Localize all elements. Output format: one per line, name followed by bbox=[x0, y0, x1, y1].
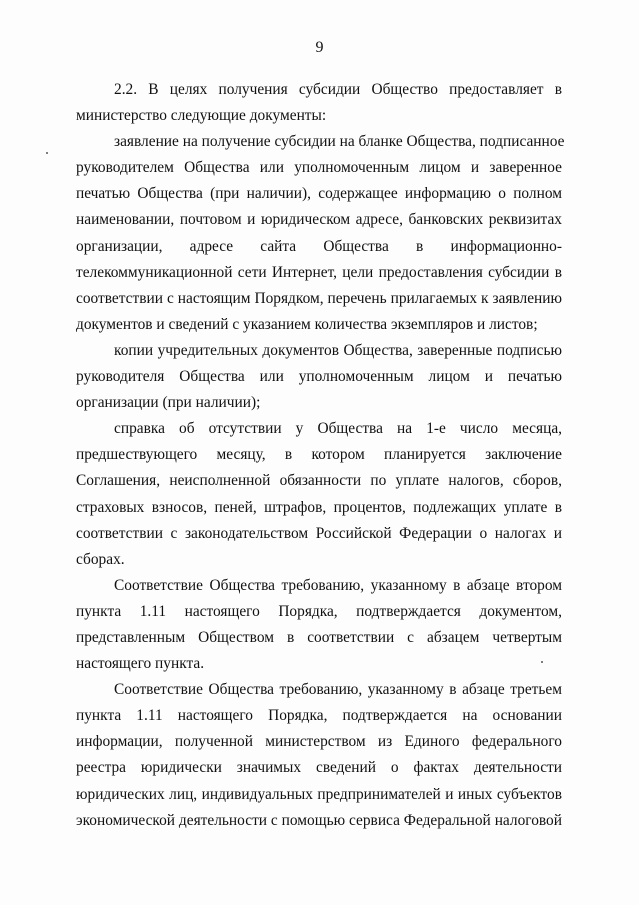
document-body bbox=[76, 77, 565, 834]
text-line: Соответствие Общества требованию, указанному в абзаце втором bbox=[114, 576, 562, 594]
text-line: реестра юридически значимых сведений о фактах деятельности bbox=[76, 759, 562, 777]
text-line: пункта 1.11 настоящего Порядка, подтверждается документом, bbox=[76, 602, 562, 620]
text-line: юридических лиц, индивидуальных предпринимателей и иных субъектов bbox=[76, 785, 562, 803]
paragraph bbox=[76, 129, 565, 338]
paragraph bbox=[76, 677, 562, 834]
page-number: 9 bbox=[315, 39, 324, 56]
text-line: документов и сведений с указанием количества экземпляров и листов; bbox=[76, 315, 538, 333]
scan-speck bbox=[46, 152, 48, 154]
paragraph bbox=[76, 338, 562, 416]
text-line: печатью Общества (при наличии), содержащее информацию о полном bbox=[76, 185, 562, 203]
text-line: информации, полученной министерством из Единого федерального bbox=[76, 733, 562, 751]
text-line: копии учредительных документов Общества, заверенные подписью bbox=[114, 341, 562, 359]
text-line: руководителем Общества или уполномоченным лицом и заверенное bbox=[76, 159, 562, 177]
text-line: телекоммуникационной сети Интернет, цели предоставления субсидии в bbox=[76, 263, 562, 281]
text-line: организации, адресе сайта Общества в информационно- bbox=[76, 237, 562, 255]
text-line: соответствии с законодательством Российской Федерации о налогах и bbox=[76, 524, 562, 542]
text-line: соответствии с настоящим Порядком, перечень прилагаемых к заявлению bbox=[76, 289, 562, 307]
text-line: руководителя Общества или уполномоченным лицом и печатью bbox=[76, 368, 562, 386]
text-line: министерство следующие документы: bbox=[76, 107, 327, 125]
text-line: настоящего пункта. bbox=[76, 655, 205, 673]
text-line: организации (при наличии); bbox=[76, 394, 261, 412]
text-line: заявление на получение субсидии на бланке Общества, подписанное bbox=[114, 133, 565, 151]
text-line: справка об отсутствии у Общества на 1-е число месяца, bbox=[114, 420, 562, 438]
text-line: 2.2. В целях получения субсидии Общество предоставляет в bbox=[114, 81, 562, 98]
paragraph bbox=[76, 77, 562, 129]
text-line: сборах. bbox=[76, 550, 125, 568]
text-line: предшествующего месяцу, в котором планируется заключение bbox=[76, 446, 562, 464]
text-line: Соглашения, неисполненной обязанности по уплате налогов, сборов, bbox=[76, 472, 562, 490]
text-line: пункта 1.11 настоящего Порядка, подтверждается на основании bbox=[76, 707, 562, 725]
paragraph bbox=[76, 416, 562, 573]
text-line: Соответствие Общества требованию, указанному в абзаце третьем bbox=[114, 681, 562, 699]
paragraph bbox=[76, 573, 562, 677]
text-line: представленным Обществом в соответствии с абзацем четвертым bbox=[76, 628, 562, 646]
text-line: наименовании, почтовом и юридическом адресе, банковских реквизитах bbox=[76, 211, 562, 229]
text-line: экономической деятельности с помощью сервиса Федеральной налоговой bbox=[76, 811, 562, 829]
text-line: страховых взносов, пеней, штрафов, процентов, подлежащих уплате в bbox=[76, 498, 562, 516]
